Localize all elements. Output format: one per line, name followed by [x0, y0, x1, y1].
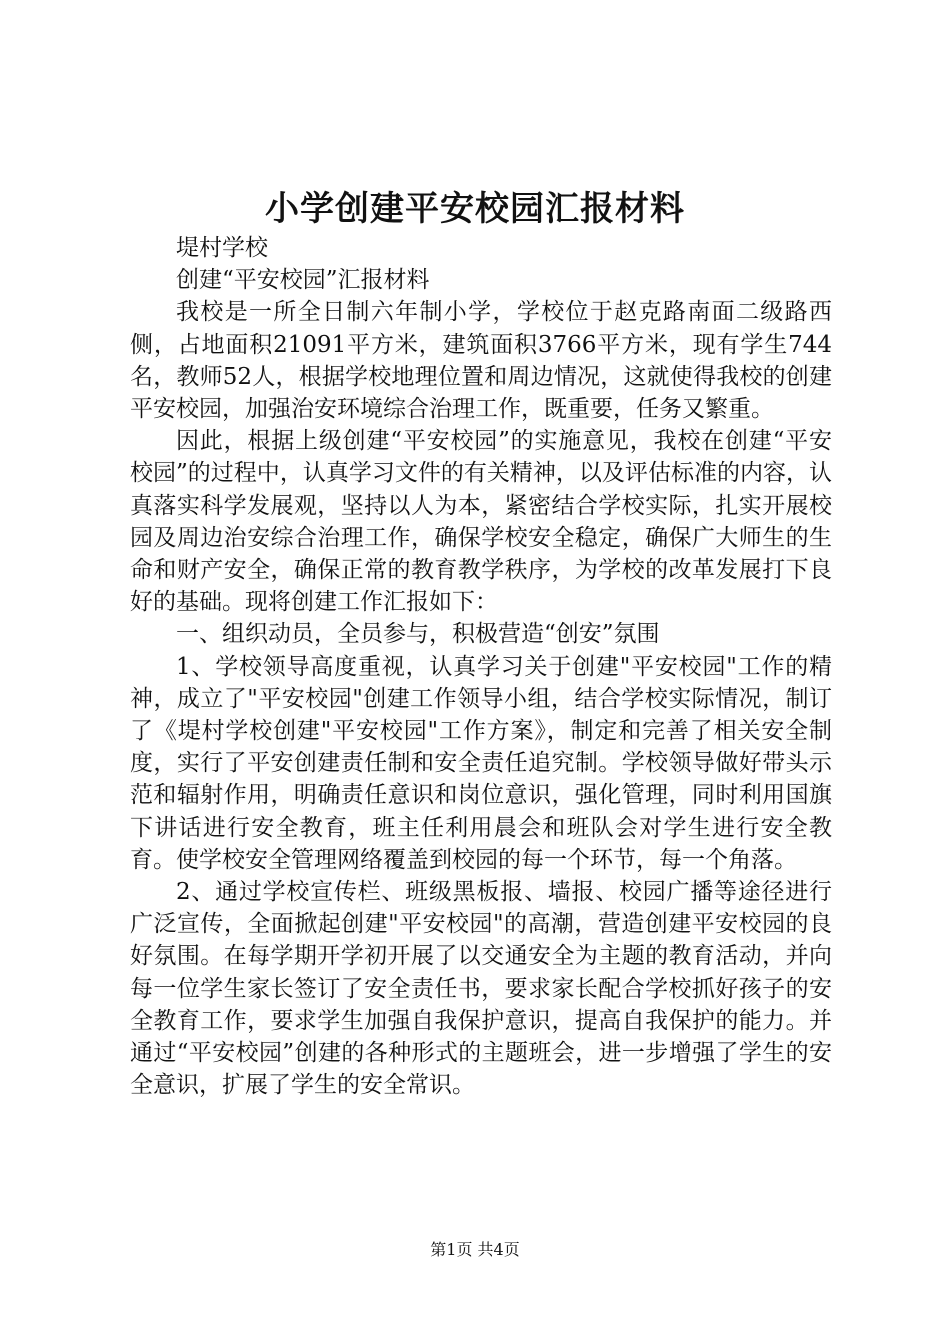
document-title: 小学创建平安校园汇报材料: [265, 189, 685, 229]
school-name-line: 堤村学校: [176, 235, 268, 261]
document-body: [130, 232, 832, 1101]
page-footer: 第1页 共4页: [430, 1240, 520, 1259]
paragraph-item-1: 1、学校领导高度重视，认真学习关于创建"平安校园"工作的精神，成立了"平安校园"创建工作领导小组，结合学校实际情况，制订了《堤村学校创建"平安校园"工作方案》，制定和完善了相关安全制度，实行了平安创建责任制和安全责任追究制。学校领导做好带头示范和辐射作用，明确责任意识和岗位意识，强化管理，同时利用国旗下讲话进行安全教育，班主任利用晨会和班队会对学生进行安全教育。使学校安全管理网络覆盖到校园的每一个环节，每一个角落。: [130, 653, 832, 873]
section-heading-1: 一、组织动员，全员参与，积极营造“创安”氛围: [176, 621, 660, 648]
paragraph-intro: 我校是一所全日制六年制小学，学校位于赵克路南面二级路西侧，占地面积21091平方米，建筑面积3766平方米，现有学生744名，教师52人，根据学校地理位置和周边情况，这就使得我校的创建平安校园，加强治安环境综合治理工作，既重要，任务又繁重。: [130, 299, 832, 423]
subtitle-line: 创建“平安校园”汇报材料: [176, 267, 430, 294]
paragraph-purpose: 因此，根据上级创建“平安校园”的实施意见，我校在创建“平安校园”的过程中，认真学习文件的有关精神，以及评估标准的内容，认真落实科学发展观，坚持以人为本，紧密结合学校实际，扎实开展校园及周边治安综合治理工作，确保学校安全稳定，确保广大师生的生命和财产安全，确保正常的教育教学秩序，为学校的改革发展打下良好的基础。现将创建工作汇报如下：: [130, 428, 832, 616]
paragraph-item-2: 2、通过学校宣传栏、班级黑板报、墙报、校园广播等途径进行广泛宣传，全面掀起创建"平安校园"的高潮，营造创建平安校园的良好氛围。在每学期开学初开展了以交通安全为主题的教育活动，并向每一位学生家长签订了安全责任书，要求家长配合学校抓好孩子的安全教育工作，要求学生加强自我保护意识，提高自我保护的能力。并通过“平安校园”创建的各种形式的主题班会，进一步增强了学生的安全意识，扩展了学生的安全常识。: [130, 879, 832, 1099]
